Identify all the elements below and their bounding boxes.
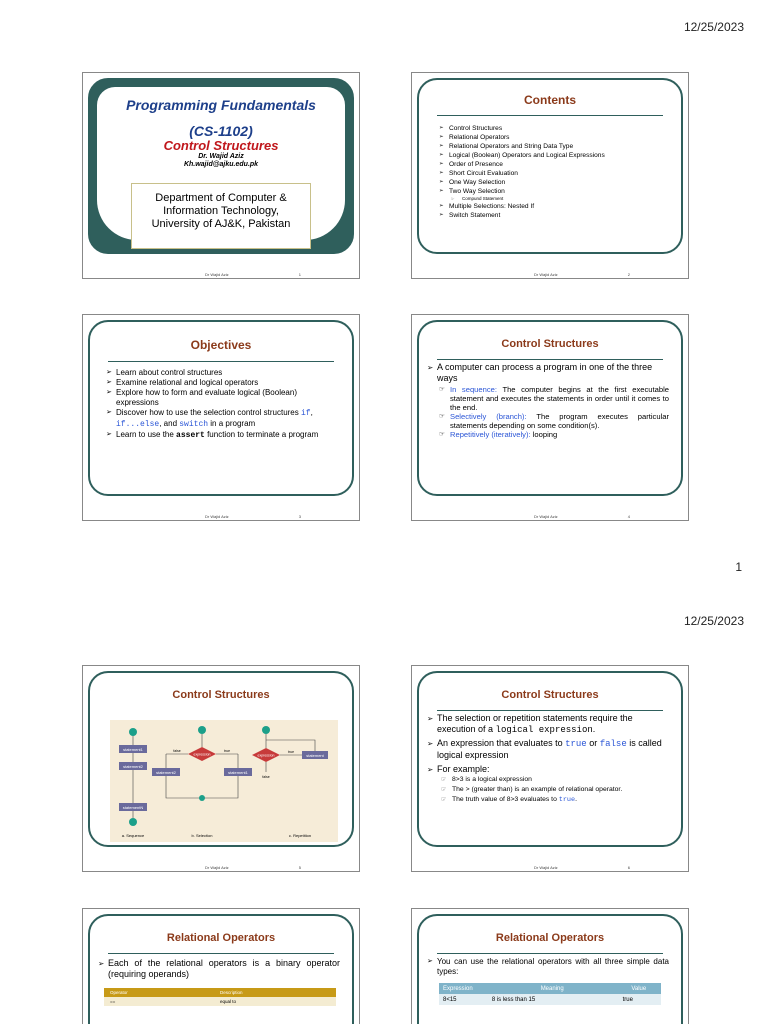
statement-label: statement <box>306 753 324 758</box>
end-node <box>129 818 137 826</box>
keyword-if: if <box>300 409 311 418</box>
control-structures-diagram <box>110 720 338 842</box>
slide-number: 2 <box>627 272 630 277</box>
diagram-background <box>110 720 338 842</box>
list-item: ➢ For example: <box>427 764 669 775</box>
expressions-table <box>439 983 661 1005</box>
slide-frame <box>417 914 683 1024</box>
slide-number: 1 <box>298 272 301 277</box>
caption-sequence: a. Sequence <box>121 833 145 838</box>
department-box <box>131 183 311 249</box>
statementN-label: statementN <box>122 805 144 810</box>
list-item: ➢ Relational Operators <box>439 133 681 142</box>
footer-author: Dr Wajid Aziz <box>534 272 558 277</box>
content-list <box>427 713 669 775</box>
list-item <box>441 795 669 805</box>
item-text: in a program <box>208 419 256 428</box>
item-text: is called logical expression <box>437 738 662 760</box>
slide-number: 4 <box>627 514 630 519</box>
footer-author: Dr Wajid Aziz <box>205 514 229 519</box>
title-rule <box>108 953 334 954</box>
item-text: Discover how to use the selection control structures <box>116 408 299 417</box>
operators-table <box>104 988 336 1006</box>
list-item <box>439 385 669 412</box>
start-node <box>129 728 137 736</box>
item-text: . <box>592 724 596 734</box>
meaning-cell: 8 is less than 15 <box>491 996 536 1003</box>
lecture-title: Control Structures <box>163 138 279 153</box>
page-date: 12/25/2023 <box>683 614 744 628</box>
dept-line: Information Technology, <box>163 205 279 217</box>
title-rule <box>437 359 663 360</box>
list-item <box>427 713 669 736</box>
col-meaning: Meaning <box>540 985 564 992</box>
slide-frame <box>417 78 683 254</box>
slide-7 <box>82 908 360 1024</box>
slide-frame <box>417 320 683 496</box>
item-text: Learn to use the <box>116 430 177 439</box>
item-text: The truth value of 8>3 evaluates to <box>452 796 559 803</box>
table-row <box>104 997 336 1006</box>
col-value: Value <box>631 985 647 992</box>
keyword-true: true <box>558 796 576 804</box>
item-text: . <box>575 796 577 803</box>
title-panel <box>97 87 345 240</box>
list-item: ☞ Compund Statement <box>451 196 681 202</box>
item-text: The program executes particular statements depending on some condition(s). <box>450 412 669 430</box>
keyword-true: true <box>565 739 587 749</box>
statement1-label: statement1 <box>123 747 143 752</box>
list-item <box>439 430 669 439</box>
statement2-label: statement2 <box>156 770 176 775</box>
list-item: ➢ Explore how to form and evaluate logical (Boolean) expressions <box>106 388 332 408</box>
content-list <box>427 957 669 977</box>
slide-title: Control Structures <box>501 338 599 350</box>
slide-5 <box>82 665 360 872</box>
false-label: false <box>173 749 181 753</box>
slide-title: Relational Operators <box>166 932 276 944</box>
statement2-label: statement2 <box>123 764 143 769</box>
item-text: looping <box>530 430 558 439</box>
list-item: ➢ Switch Statement <box>439 211 681 220</box>
item-text: function to terminate a program <box>204 430 319 439</box>
author-name: Dr. Wajid Aziz <box>198 153 244 160</box>
course-code: (CS-1102) <box>189 123 253 139</box>
item-text: The computer begins at the first executable statement and executes the statements in order until it comes to the end. <box>450 385 669 412</box>
col-operator: Operator <box>110 990 128 995</box>
slide-frame <box>88 320 354 496</box>
page-date: 12/25/2023 <box>683 20 744 34</box>
dept-line: University of AJ&K, Pakistan <box>151 218 291 230</box>
objectives-list <box>106 368 332 441</box>
list-item: ☞ 8>3 is a logical expression <box>441 775 669 785</box>
title-rule <box>437 115 663 116</box>
table-header <box>104 988 336 997</box>
contents-list <box>439 124 681 196</box>
item-text: , and <box>159 419 180 428</box>
slide-title: Objectives <box>190 338 252 352</box>
title-rule <box>437 953 663 954</box>
slide-number: 5 <box>298 865 301 870</box>
slide-8 <box>411 908 689 1024</box>
list-item: ➢ You can use the relational operators with all three simple data types: <box>427 957 669 977</box>
list-item: ➢ One Way Selection <box>439 178 681 187</box>
list-item: ➢ Short Circuit Evaluation <box>439 169 681 178</box>
term-sequence: In sequence: <box>450 385 497 394</box>
join-node <box>199 795 205 801</box>
item-text: The selection or repetition statements require the execution of a <box>437 713 633 734</box>
caption-repetition: c. Repetition <box>288 833 312 838</box>
footer-author: Dr Wajid Aziz <box>534 514 558 519</box>
dept-line: Department of Computer & <box>155 192 287 204</box>
slide-frame <box>88 671 354 847</box>
description-cell: equal to <box>220 999 237 1004</box>
statement1-label: statement1 <box>228 770 248 775</box>
list-item <box>427 738 669 761</box>
list-item: ➢ Two Way Selection <box>439 187 681 196</box>
true-label: true <box>223 749 231 753</box>
footer-author: Dr Wajid Aziz <box>534 865 558 870</box>
keyword-assert: assert <box>176 431 205 440</box>
slide-title: Control Structures <box>172 689 270 701</box>
content-sublist <box>439 385 669 439</box>
term-repetitive: Repetitively (iteratively): <box>450 430 531 439</box>
slide-number: 6 <box>627 865 630 870</box>
list-item: ➢ A computer can process a program in one of the three ways <box>427 362 669 384</box>
slide-title: Contents <box>524 93 576 107</box>
content-list <box>98 958 340 980</box>
table-header <box>439 983 661 994</box>
list-item <box>106 430 332 441</box>
col-description: Description <box>220 990 243 995</box>
slide-frame <box>417 671 683 847</box>
item-text: or <box>586 738 600 748</box>
logical-expression-term: logical expression <box>495 725 593 735</box>
list-item: ➢ Examine relational and logical operators <box>106 378 332 388</box>
list-item: ☞ The > (greater than) is an example of relational operator. <box>441 785 669 795</box>
contents-list-cont <box>439 202 681 220</box>
slide-6 <box>411 665 689 872</box>
expression-label: expression <box>193 752 211 757</box>
slide-2 <box>411 72 689 279</box>
list-item: ➢ Each of the relational operators is a binary operator (requiring operands) <box>98 958 340 980</box>
table-row <box>439 994 661 1005</box>
title-rule <box>108 361 334 362</box>
start-node <box>262 726 270 734</box>
slide-title: Control Structures <box>501 689 599 701</box>
author-email: Kh.wajid@ajku.edu.pk <box>183 161 259 168</box>
slide-number: 3 <box>298 514 301 519</box>
value-cell: true <box>622 996 633 1003</box>
list-item: ➢ Relational Operators and String Data Type <box>439 142 681 151</box>
list-item: ➢ Order of Presence <box>439 160 681 169</box>
start-node <box>198 726 206 734</box>
col-expression: Expression <box>443 985 473 992</box>
slide-1 <box>82 72 360 279</box>
list-item: ➢ Multiple Selections: Nested If <box>439 202 681 211</box>
list-item <box>439 412 669 430</box>
caption-selection: b. Selection <box>191 833 213 838</box>
slide-4 <box>411 314 689 521</box>
list-item: ➢ Control Structures <box>439 124 681 133</box>
list-item <box>106 408 332 430</box>
content-sublist <box>441 775 669 805</box>
footer-author: Dr Wajid Aziz <box>205 865 229 870</box>
expression-label: expression <box>257 753 275 758</box>
page-number: 1 <box>735 560 742 574</box>
false-label: false <box>262 775 270 779</box>
slide-title: Relational Operators <box>495 932 605 944</box>
keyword-false: false <box>599 739 627 749</box>
true-label: true <box>287 750 295 754</box>
content-list <box>427 362 669 384</box>
list-item: ➢ Learn about control structures <box>106 368 332 378</box>
operator-cell: == <box>110 999 116 1004</box>
slide-frame <box>88 78 354 254</box>
item-text: , <box>310 408 313 417</box>
expression-cell: 8<15 <box>443 996 457 1003</box>
course-title: Programming Fundamentals <box>126 97 316 113</box>
term-selective: Selectively (branch): <box>450 412 527 421</box>
footer-author: Dr Wajid Aziz <box>205 272 229 277</box>
keyword-if-else: if...else <box>116 420 160 429</box>
slide-frame <box>88 914 354 1024</box>
item-text: An expression that evaluates to <box>437 738 566 748</box>
slide-3 <box>82 314 360 521</box>
title-rule <box>437 710 663 711</box>
keyword-switch: switch <box>179 420 209 429</box>
list-item: ➢ Logical (Boolean) Operators and Logical Expressions <box>439 151 681 160</box>
